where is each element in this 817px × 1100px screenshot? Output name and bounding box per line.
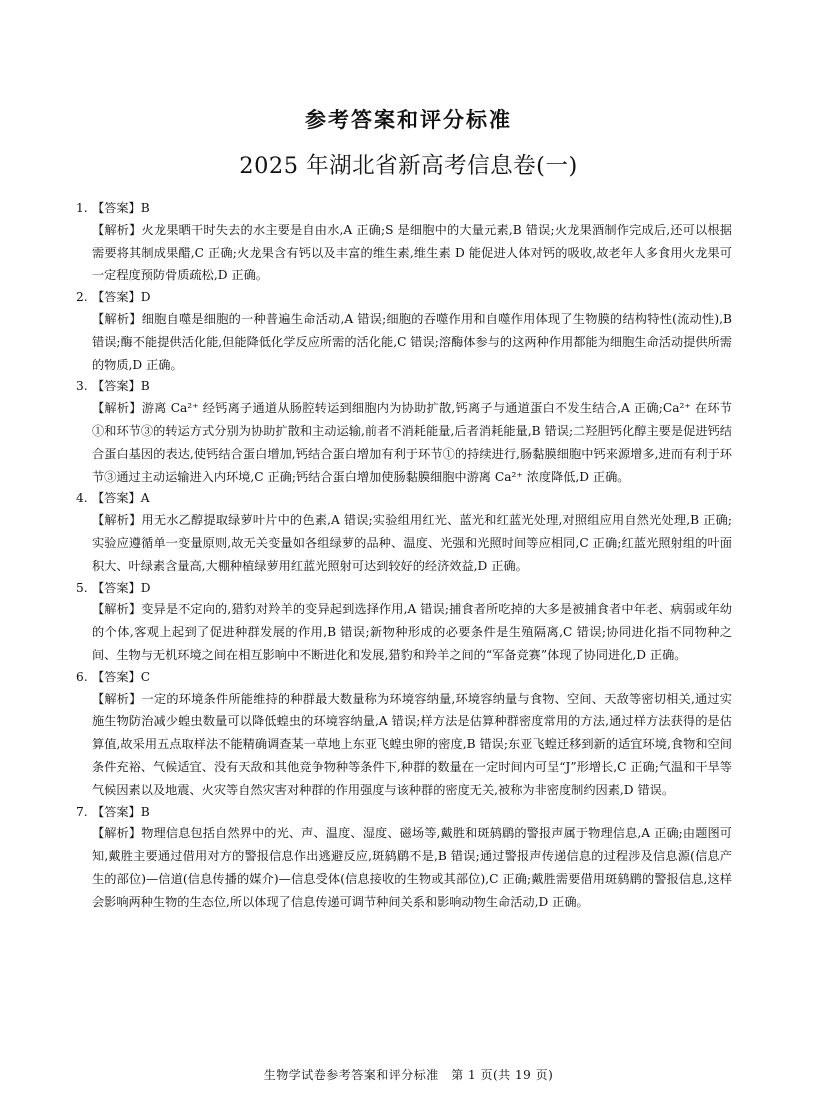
page-footer: 生物学试卷参考答案和评分标准 第 1 页(共 19 页) <box>263 1068 554 1082</box>
answer-line <box>76 578 732 599</box>
question-7 <box>76 802 732 914</box>
analysis-text: 【解析】变异是不定向的,猎豹对羚羊的变异起到选择作用,A 错误;捕食者所吃掉的大多是被捕食者中年老、病弱或年幼的个体,客观上起到了促进种群发展的作用,B 错误;新物种形成的必要条件是生殖隔离,C 错误;协同进化指不同物种之间、生物与无机环境之间在相互影响中不断进化和发展,猎豹和羚羊之间的“军备竞赛”体现了协同进化,D 正确。 <box>92 602 732 662</box>
answer-text: 【答案】B <box>92 379 150 394</box>
answer-text: 【答案】B <box>92 804 150 819</box>
answer-line <box>76 376 732 397</box>
analysis-text: 【解析】物理信息包括自然界中的光、声、温度、湿度、磁场等,戴胜和斑鸫鹛的警报声属于物理信息,A 正确;由题图可知,戴胜主要通过借用对方的警报信息作出逃避反应,斑鸫鹛不是,B 错误;通过警报声传递信息的过程涉及信息源(信息产生的部位)—信道(信息传播的媒介)—信息受体(信息接收的生物或其部位),C 正确;戴胜需要借用斑鸫鹛的警报信息,这样会影响两种生物的生态位,所以体现了信息传递可调节种间关系和影响动物生命活动,D 正确。 <box>92 826 732 909</box>
question-number: 4. <box>76 491 88 506</box>
analysis-text: 【解析】游离 Ca²⁺ 经钙离子通道从肠腔转运到细胞内为协助扩散,钙离子与通道蛋白不发生结合,A 正确;Ca²⁺ 在环节①和环节③的转运方式分别为协助扩散和主动运输,前者不消耗能量,后者消耗能量,B 错误;二羟胆钙化醇主要是促进钙结合蛋白基因的表达,使钙结合蛋白增加,钙结合蛋白增加有利于环节①的持续进行,肠黏膜细胞中钙来源增多,进而有利于环节③通过主动运输进入内环境,C 正确;钙结合蛋白增加使肠黏膜细胞中游离 Ca²⁺ 浓度降低,D 正确。 <box>92 401 732 484</box>
answer-line <box>76 802 732 823</box>
answer-text: 【答案】D <box>92 580 151 595</box>
analysis-text: 【解析】细胞自噬是细胞的一种普遍生命活动,A 错误;细胞的吞噬作用和自噬作用体现了生物膜的结构特性(流动性),B 错误;酶不能提供活化能,但能降低化学反应所需的活化能,C 错误;溶酶体参与的这两种作用都能为细胞生命活动提供所需的物质,D 正确。 <box>92 311 732 372</box>
question-1 <box>76 198 732 287</box>
answer-text: 【答案】D <box>92 290 151 305</box>
question-6 <box>76 667 732 802</box>
answer-text: 【答案】B <box>92 201 150 215</box>
analysis-text: 【解析】用无水乙醇提取绿萝叶片中的色素,A 错误;实验组用红光、蓝光和红蓝光处理,对照组应用自然光处理,B 正确;实验应遵循单一变量原则,故无关变量如各组绿萝的品种、温度、光强和光照时间等应相同,C 正确;红蓝光照射组的叶面积大、叶绿素含量高,大棚种植绿萝用红蓝光照射可达到较好的经济效益,D 正确。 <box>92 513 732 573</box>
answer-text: 【答案】A <box>92 491 150 506</box>
question-number: 2. <box>76 290 88 305</box>
answer-line <box>76 488 732 509</box>
answer-list <box>76 198 732 914</box>
answer-line <box>76 287 732 308</box>
question-5 <box>76 578 732 667</box>
question-3 <box>76 376 732 488</box>
analysis-text: 【解析】火龙果晒干时失去的水主要是自由水,A 正确;S 是细胞中的大量元素,B 错误;火龙果酒制作完成后,还可以根据需要将其制成果醋,C 正确;火龙果含有钙以及丰富的维生素,维生素 D 能促进人体对钙的吸收,故老年人多食用火龙果可一定程度预防骨质疏松,D 正确。 <box>92 222 732 283</box>
analysis-text: 【解析】一定的环境条件所能维持的种群最大数量称为环境容纳量,环境容纳量与食物、空间、天敌等密切相关,通过实施生物防治减少蝗虫数量可以降低蝗虫的环境容纳量,A 错误;样方法是估算种群密度常用的方法,通过样方法获得的是估算值,故采用五点取样法不能精确调查某一草地上东亚飞蝗虫卵的密度,B 错误;东亚飞蝗迁移到新的适宜环境,食物和空间条件充裕、气候适宜、没有天敌和其他竞争物种等条件下,种群的数量在一定时间内可呈“J”形增长,C 正确;气温和干旱等气候因素以及地震、火灾等自然灾害对种群的作用强度与该种群的密度无关,被称为非密度制约因素,D 错误。 <box>92 691 732 797</box>
question-4 <box>76 488 732 577</box>
question-2 <box>76 287 732 376</box>
answer-line <box>76 198 732 219</box>
question-number: 5. <box>76 580 88 595</box>
exam-title: 2025 年湖北省新高考信息卷(一) <box>239 153 578 179</box>
question-number: 1. <box>76 201 88 215</box>
question-number: 3. <box>76 379 88 394</box>
answer-text: 【答案】C <box>92 669 151 684</box>
page-title: 参考答案和评分标准 <box>305 108 512 132</box>
question-number: 7. <box>76 804 88 819</box>
answer-line <box>76 667 732 688</box>
question-number: 6. <box>76 669 88 684</box>
